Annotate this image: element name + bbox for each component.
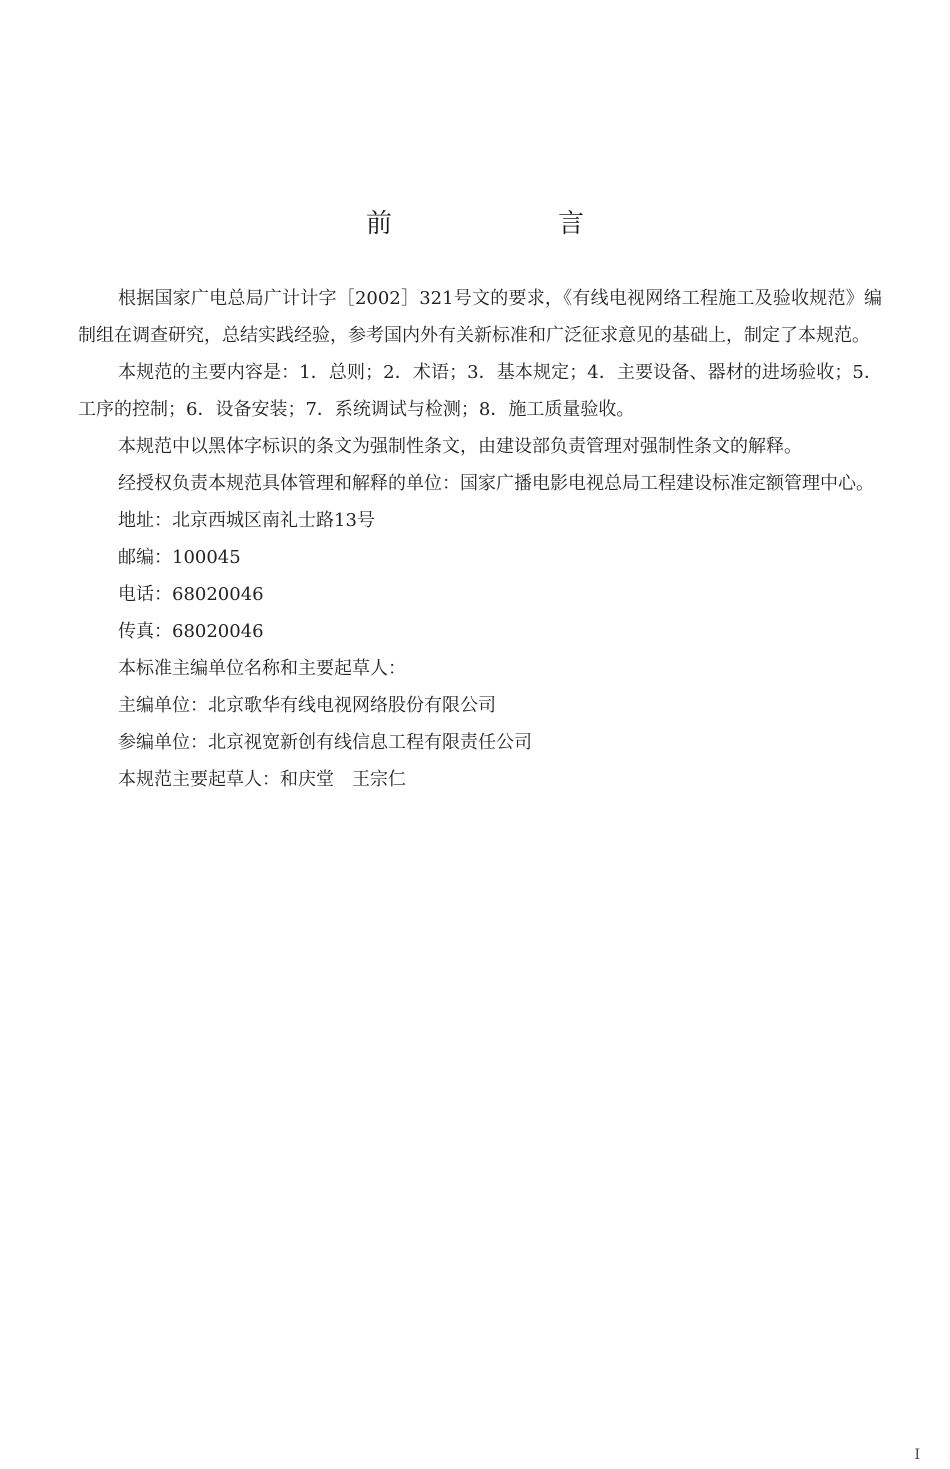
paragraph-basis: 根据国家广电总局广计计字［2002］321号文的要求，《有线电视网络工程施工及验收规范》编制组在调查研究，总结实践经验，参考国内外有关新标准和广泛征求意见的基础上，制定了本规范。 — [78, 288, 882, 346]
paragraph-drafters-heading: 本标准主编单位名称和主要起草人： — [118, 658, 406, 679]
paragraph-mandatory-clauses: 本规范中以黑体字标识的条文为强制性条文，由建设部负责管理对强制性条文的解释。 — [118, 436, 802, 457]
page-number: I — [914, 1447, 920, 1463]
paragraph-management-unit: 经授权负责本规范具体管理和解释的单位：国家广播电影电视总局工程建设标准定额管理中心。 — [118, 473, 874, 494]
paragraph-participating-unit: 参编单位：北京视宽新创有线信息工程有限责任公司 — [118, 732, 532, 753]
paragraph-contents: 本规范的主要内容是：1．总则；2．术语；3．基本规定；4．主要设备、器材的进场验收；5．工序的控制；6．设备安装；7．系统调试与检测；8．施工质量验收。 — [78, 362, 882, 420]
paragraph-chief-unit: 主编单位：北京歌华有线电视网络股份有限公司 — [118, 695, 496, 716]
paragraph-main-drafters: 本规范主要起草人：和庆堂 王宗仁 — [118, 769, 406, 790]
paragraph-address: 地址：北京西城区南礼士路13号 — [118, 510, 375, 531]
paragraph-fax: 传真：68020046 — [118, 621, 264, 642]
document-body — [78, 280, 882, 798]
page-title: 前 言 — [365, 209, 654, 239]
paragraph-postcode: 邮编：100045 — [118, 547, 241, 568]
paragraph-telephone: 电话：68020046 — [118, 584, 264, 605]
